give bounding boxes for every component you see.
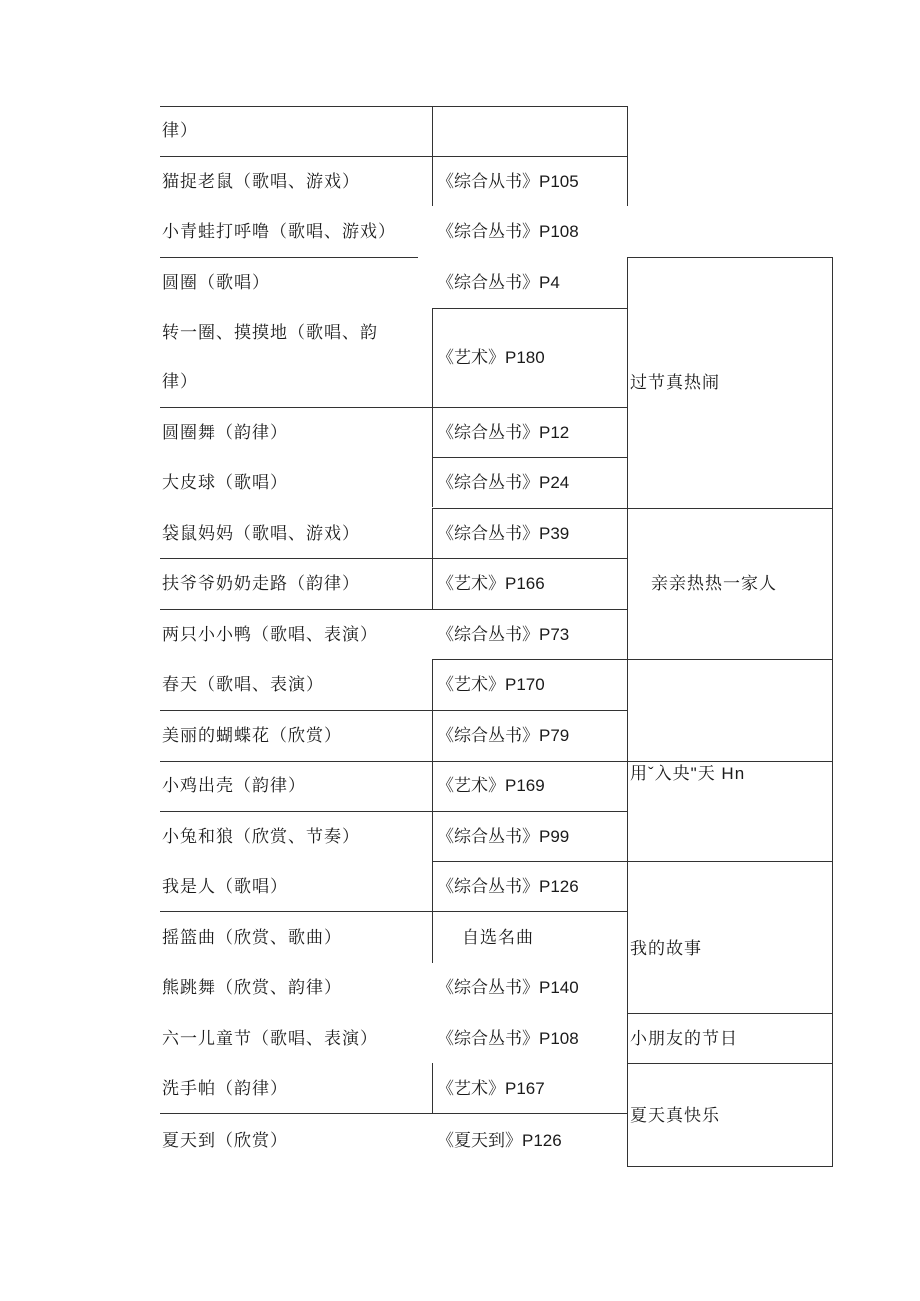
rule bbox=[432, 659, 433, 911]
song-cell: 六一儿童节（歌唱、表演） bbox=[162, 1029, 378, 1049]
song-cell: 小兔和狼（欣赏、节奏） bbox=[162, 827, 360, 847]
song-cell: 律） bbox=[162, 372, 198, 392]
song-cell: 袋鼠妈妈（歌唱、游戏） bbox=[162, 524, 360, 544]
reference-cell: 《综合丛书》P140 bbox=[437, 978, 579, 997]
rule bbox=[160, 407, 628, 408]
song-cell: 圆圈舞（韵律） bbox=[162, 423, 288, 443]
rule bbox=[432, 308, 433, 408]
theme-cell: 夏天真快乐 bbox=[630, 1106, 720, 1126]
song-cell: 夏天到（欣赏） bbox=[162, 1131, 288, 1151]
rule bbox=[432, 308, 628, 309]
song-cell: 猫捉老鼠（歌唱、游戏） bbox=[162, 172, 360, 192]
rule bbox=[432, 911, 433, 963]
rule bbox=[160, 761, 628, 762]
reference-cell: 《艺术》P167 bbox=[437, 1079, 545, 1098]
song-cell: 扶爷爷奶奶走路（韵律） bbox=[162, 574, 360, 594]
rule bbox=[432, 1063, 433, 1114]
song-cell: 小青蛙打呼噜（歌唱、游戏） bbox=[162, 222, 396, 242]
rule bbox=[432, 659, 628, 660]
reference-cell: 《综合丛书》P126 bbox=[437, 877, 579, 896]
reference-cell: 自选名曲 bbox=[462, 928, 534, 948]
song-cell: 摇篮曲（欣赏、歌曲） bbox=[162, 928, 342, 948]
rule bbox=[160, 609, 628, 610]
rule bbox=[160, 257, 418, 258]
theme-cell: 亲亲热热一家人 bbox=[651, 574, 777, 594]
reference-cell: 《夏天到》P126 bbox=[437, 1131, 562, 1150]
rule bbox=[627, 659, 833, 660]
rule bbox=[160, 1113, 628, 1114]
song-cell: 我是人（歌唱） bbox=[162, 877, 288, 897]
song-cell: 两只小小鸭（歌唱、表演） bbox=[162, 625, 378, 645]
reference-cell: 《综合丛书》P24 bbox=[437, 473, 570, 492]
theme-cell: 我的故事 bbox=[630, 939, 702, 959]
song-cell: 洗手帕（韵律） bbox=[162, 1079, 288, 1099]
rule bbox=[432, 508, 628, 509]
rule bbox=[160, 106, 628, 107]
rule bbox=[432, 457, 628, 458]
rule bbox=[627, 508, 833, 509]
reference-cell: 《综合丛书》P4 bbox=[437, 273, 560, 292]
song-cell: 转一圈、摸摸地（歌唱、韵 bbox=[162, 323, 378, 343]
reference-cell: 《综合丛书》P99 bbox=[437, 827, 570, 846]
rule bbox=[160, 911, 628, 912]
song-cell: 春天（歌唱、表演） bbox=[162, 675, 324, 695]
reference-cell: 《综合丛书》P12 bbox=[437, 423, 570, 442]
reference-cell: 《综合从书》P105 bbox=[437, 172, 579, 191]
rule bbox=[160, 811, 628, 812]
rule bbox=[832, 257, 833, 1167]
rule bbox=[627, 257, 833, 258]
rule bbox=[627, 761, 833, 762]
theme-cell: 用ˇ入央"天 Hn bbox=[630, 764, 746, 783]
reference-cell: 《综合丛书》P79 bbox=[437, 726, 570, 745]
rule bbox=[160, 558, 628, 559]
song-cell: 熊跳舞（欣赏、韵律） bbox=[162, 978, 342, 998]
reference-cell: 《艺术》P169 bbox=[437, 776, 545, 795]
rule bbox=[627, 1063, 833, 1064]
rule bbox=[160, 156, 628, 157]
reference-cell: 《综合丛书》P73 bbox=[437, 625, 570, 644]
rule bbox=[432, 861, 628, 862]
reference-cell: 《综合丛书》P108 bbox=[437, 1029, 579, 1048]
song-cell: 大皮球（歌唱） bbox=[162, 473, 288, 493]
rule bbox=[627, 1013, 833, 1014]
song-cell: 小鸡出壳（韵律） bbox=[162, 776, 306, 796]
theme-cell: 过节真热闹 bbox=[630, 373, 720, 393]
song-cell: 律） bbox=[162, 121, 198, 141]
reference-cell: 《艺术》P170 bbox=[437, 675, 545, 694]
theme-cell: 小朋友的节日 bbox=[630, 1029, 738, 1049]
reference-cell: 《综合丛书》P39 bbox=[437, 524, 570, 543]
rule bbox=[627, 257, 628, 1167]
reference-cell: 《艺术》P180 bbox=[437, 348, 545, 367]
song-cell: 圆圈（歌唱） bbox=[162, 273, 270, 293]
song-cell: 美丽的蝴蝶花（欣赏） bbox=[162, 726, 342, 746]
rule bbox=[627, 1166, 833, 1167]
reference-cell: 《艺术》P166 bbox=[437, 574, 545, 593]
rule bbox=[627, 861, 833, 862]
rule bbox=[160, 710, 628, 711]
reference-cell: 《综合丛书》P108 bbox=[437, 222, 579, 241]
